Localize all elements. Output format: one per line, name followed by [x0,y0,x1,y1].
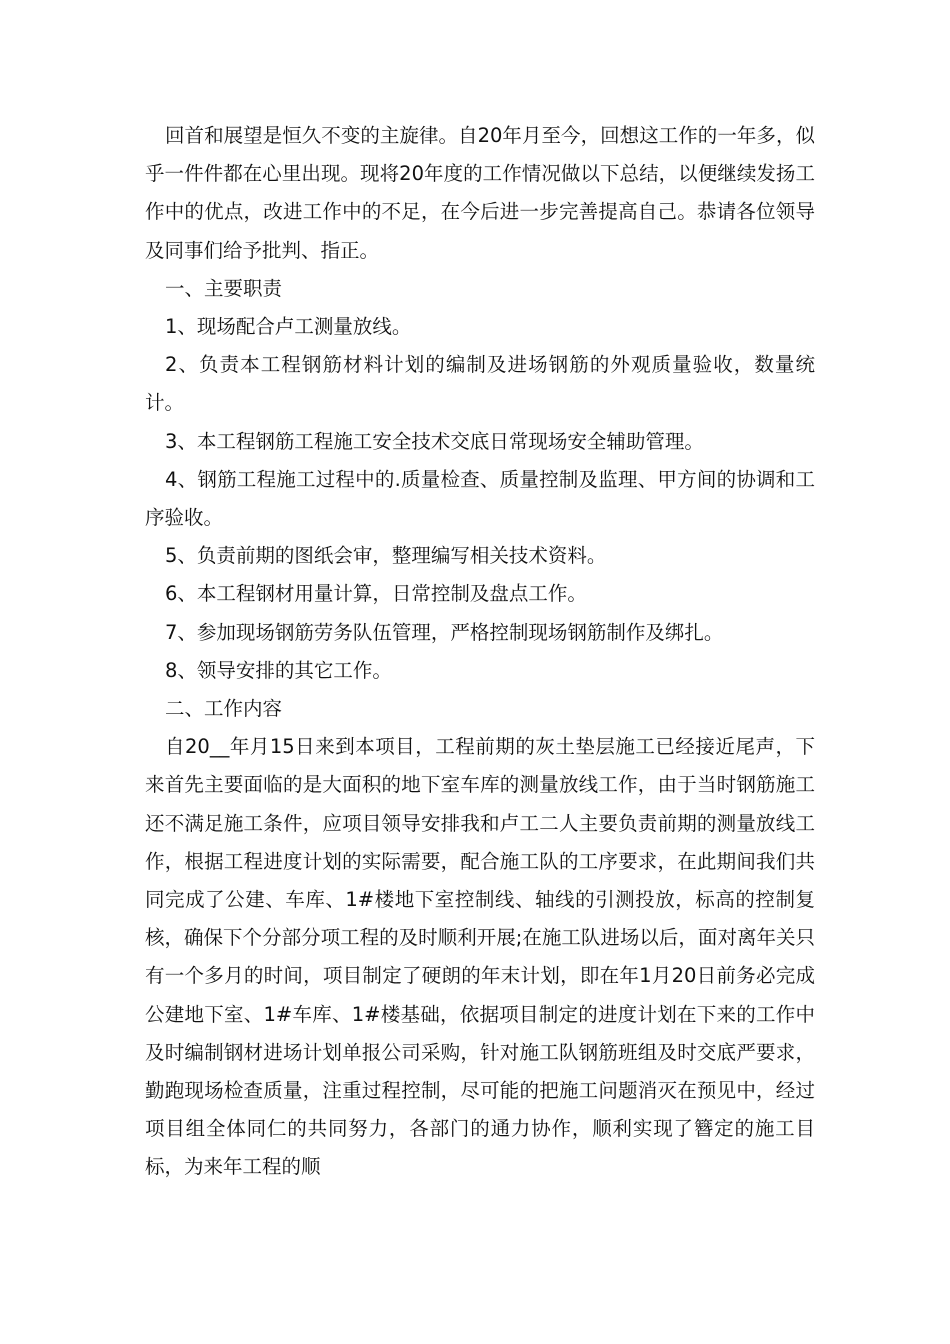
list-item: 1、现场配合卢工测量放线。 [165,315,412,339]
section-heading-responsibilities: 一、主要职责 [165,276,283,300]
work-content-paragraph: 自20__年月15日来到本项目，工程前期的灰土垫层施工已经接近尾声，下来首先主要面临的是大面积的地下室车库的测量放线工作，由于当时钢筋施工还不满足施工条件，应项目领导安排我和卢工二人主要负责前期的测量放线工作，根据工程进度计划的实际需要，配合施工队的工序要求，在此期间我们共同完成了公建、车库、1#楼地下室控制线、轴线的引测投放，标高的控制复核，确保下个分部分项工程的及时顺利开展;在施工队进场以后，面对离年关只有一个多月的时间，项目制定了硬朗的年末计划，即在年1月20日前务必完成公建地下室、1#车库、1#楼基础，依据项目制定的进度计划在下来的工作中及时编制钢材进场计划单报公司采购，针对施工队钢筋班组及时交底严要求，勤跑现场检查质量，注重过程控制，尽可能的把施工问题消灭在预见中，经过项目组全体同仁的共同努力，各部门的通力协作，顺利实现了簪定的施工目标，为来年工程的顺 [145,735,815,1179]
list-item: 4、钢筋工程施工过程中的.质量检查、质量控制及监理、甲方间的协调和工序验收。 [145,467,815,530]
list-item: 3、本工程钢筋工程施工安全技术交底日常现场安全辅助管理。 [165,429,704,453]
list-item: 2、负责本工程钢筋材料计划的编制及进场钢筋的外观质量验收，数量统计。 [145,353,815,415]
list-item: 7、参加现场钢筋劳务队伍管理，严格控制现场钢筋制作及绑扎。 [165,620,724,644]
section-heading-work-content: 二、工作内容 [165,697,283,721]
document-body [145,117,815,1187]
list-item: 8、领导安排的其它工作。 [165,658,392,682]
list-item: 6、本工程钢材用量计算，日常控制及盘点工作。 [165,582,587,606]
intro-paragraph: 回首和展望是恒久不变的主旋律。自20年月至今，回想这工作的一年多，似乎一件件都在心里出现。现将20年度的工作情况做以下总结，以便继续发扬工作中的优点，改进工作中的不足，在今后进一步完善提高自己。恭请各位领导及同事们给予批判、指正。 [145,124,815,262]
list-item: 5、负责前期的图纸会审，整理编写相关技术资料。 [165,544,607,568]
